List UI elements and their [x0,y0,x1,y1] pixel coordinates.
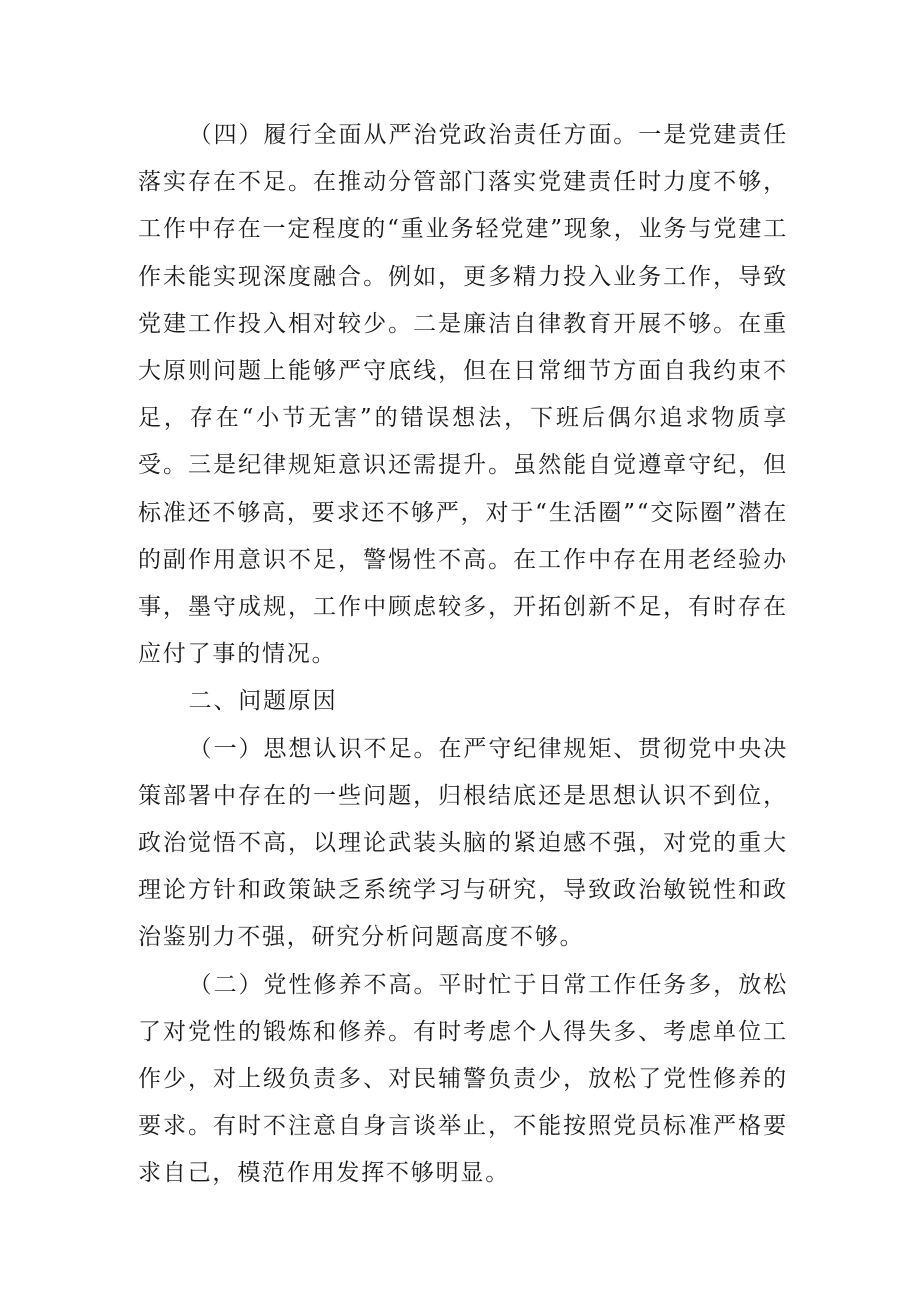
document-page [138,112,788,1198]
paragraph-cause-2: （二）党性修养不高。平时忙于日常工作任务多，放松了对党性的锻炼和修养。有时考虑个人得失多、考虑单位工作少，对上级负责多、对民辅警负责少，放松了党性修养的要求。有时不注意自身言谈举止，不能按照党员标准严格要求自己，模范作用发挥不够明显。 [138,971,788,1187]
paragraph-section-4: （四）履行全面从严治党政治责任方面。一是党建责任落实存在不足。在推动分管部门落实党建责任时力度不够，工作中存在一定程度的“重业务轻党建”现象，业务与党建工作未能实现深度融合。例如，更多精力投入业务工作，导致党建工作投入相对较少。二是廉洁自律教育开展不够。在重大原则问题上能够严守底线，但在日常细节方面自我约束不足，存在“小节无害”的错误想法，下班后偶尔追求物质享受。三是纪律规矩意识还需提升。虽然能自觉遵章守纪，但标准还不够高，要求还不够严，对于“生活圈”“交际圈”潜在的副作用意识不足，警惕性不高。在工作中存在用老经验办事，墨守成规，工作中顾虑较多，开拓创新不足，有时存在应付了事的情况。 [138,122,788,668]
paragraph-cause-1: （一）思想认识不足。在严守纪律规矩、贯彻党中央决策部署中存在的一些问题，归根结底还是思想认识不到位，政治觉悟不高，以理论武装头脑的紧迫感不强，对党的重大理论方针和政策缺乏系统学习与研究，导致政治敏锐性和政治鉴别力不强，研究分析问题高度不够。 [138,735,788,951]
section-heading-problem-causes: 二、问题原因 [188,688,338,715]
